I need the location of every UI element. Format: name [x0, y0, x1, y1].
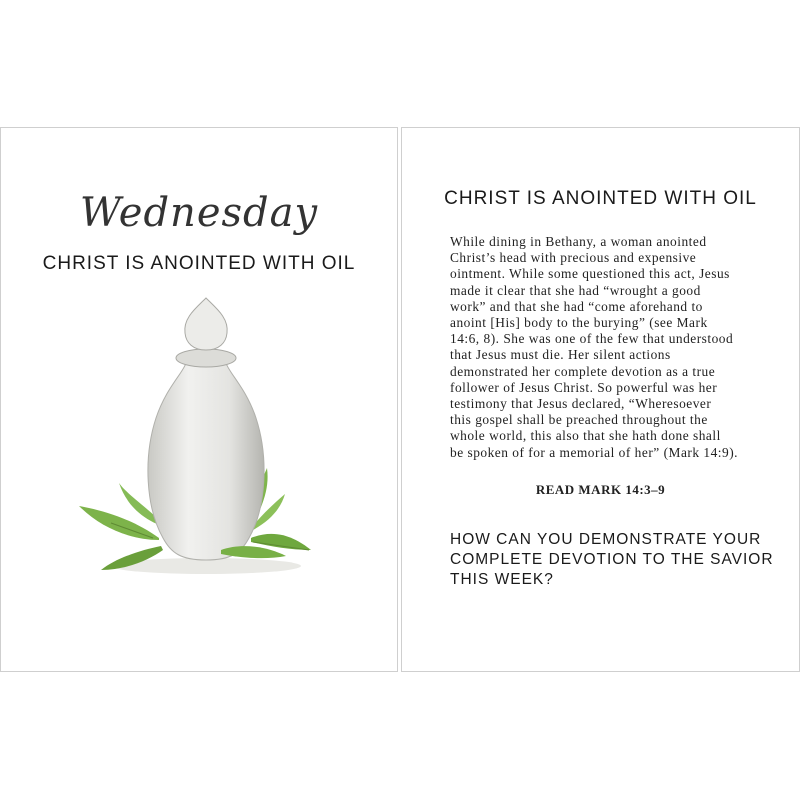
left-card-heading: CHRIST IS ANOINTED WITH OIL	[42, 253, 356, 274]
oil-jar-illustration	[71, 288, 331, 588]
jar-body	[148, 363, 264, 560]
story-line: be spoken of for a memorial of her” (Mark 14:9).	[450, 444, 739, 460]
story-line: this gospel shall be preached throughout the	[450, 412, 708, 428]
jar-neck	[176, 349, 236, 367]
story-line: 14:6, 8). She was one of the few that understood	[450, 331, 734, 347]
story-line: testimony that Jesus declared, “Wheresoever	[450, 396, 712, 412]
scripture-reference: READ MARK 14:3–9	[535, 482, 666, 497]
question-line: HOW CAN YOU DEMONSTRATE YOUR	[450, 531, 762, 548]
story-line: work” and that she had “come aforehand to	[450, 298, 703, 314]
story-line: anoint [His] body to the burying” (see Mark	[450, 315, 708, 331]
left-card	[0, 127, 398, 672]
story-line: While dining in Bethany, a woman anointed	[450, 234, 707, 249]
question-line: COMPLETE DEVOTION TO THE SAVIOR	[450, 551, 774, 568]
story-line: Christ’s head with precious and expensive	[450, 250, 697, 266]
right-card	[401, 127, 800, 672]
story-line: that Jesus must die. Her silent actions	[450, 347, 671, 363]
question-line: THIS WEEK?	[450, 571, 554, 588]
jar-stopper	[185, 298, 227, 350]
story-line: made it clear that she had “wrought a good	[450, 282, 701, 298]
story-line: follower of Jesus Christ. So powerful was her	[450, 379, 718, 395]
right-card-heading: CHRIST IS ANOINTED WITH OIL	[444, 188, 757, 209]
reflection-question	[450, 530, 780, 590]
story-line: ointment. While some questioned this act, Jesus	[450, 266, 730, 282]
story-line: whole world, this also that she hath done shall	[450, 428, 721, 444]
day-script-title: Wednesday	[79, 190, 319, 236]
story-line: demonstrated her complete devotion as a true	[450, 363, 716, 379]
story-paragraph	[450, 234, 770, 461]
